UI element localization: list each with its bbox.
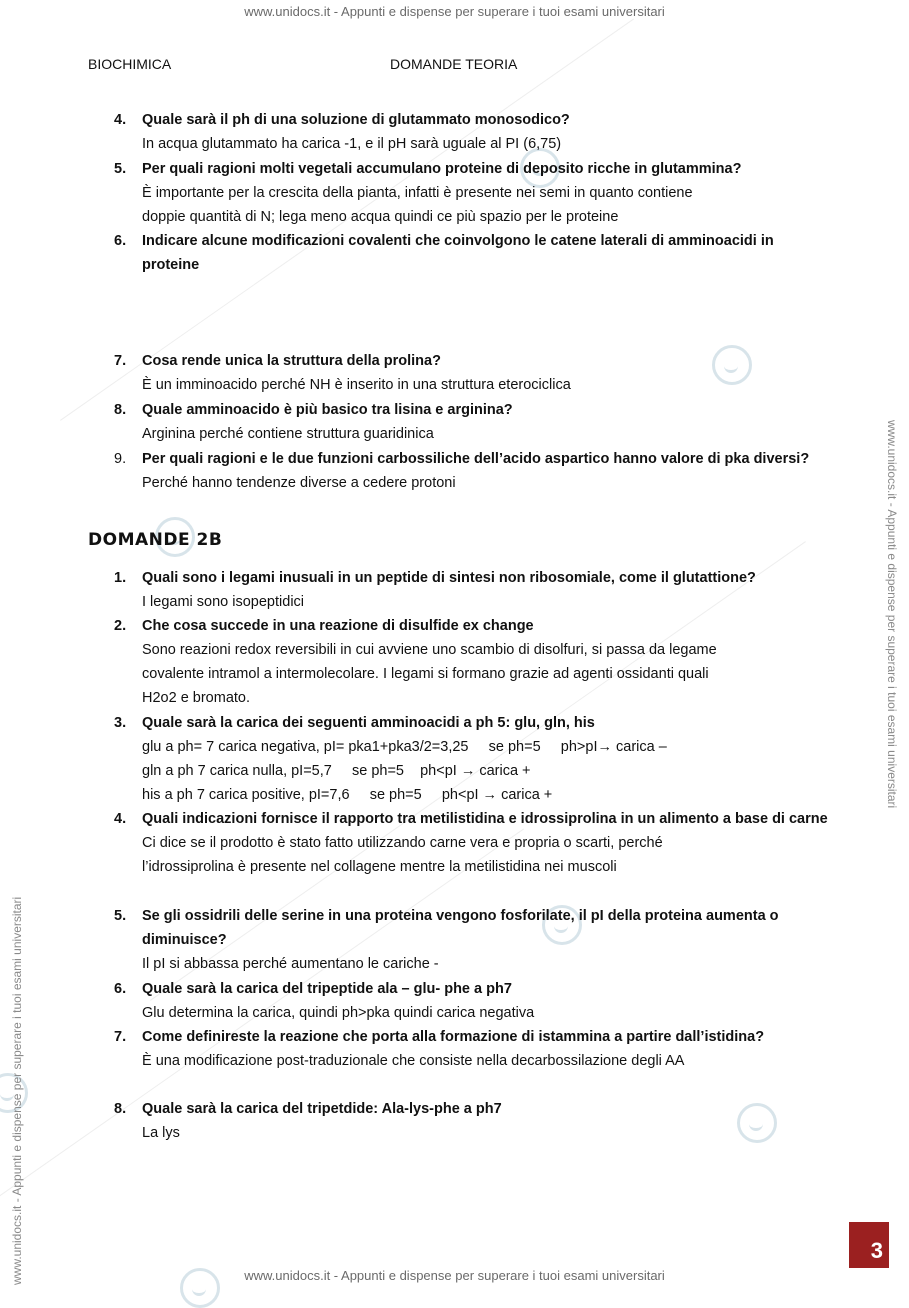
question-item	[114, 807, 829, 879]
question-item	[114, 447, 829, 495]
question-item	[114, 398, 829, 446]
question-item	[114, 1097, 829, 1145]
answer-line: l’idrossiprolina è presente nel collagene mentre la metilistidina nei muscoli	[142, 859, 617, 875]
question-text: Quale sarà la carica dei seguenti amminoacidi a ph 5: glu, gln, his	[142, 715, 595, 731]
answer-line: I legami sono isopeptidici	[142, 594, 305, 610]
question-number: 6.	[114, 233, 127, 249]
answer-line: Perché hanno tendenze diverse a cedere protoni	[142, 475, 456, 491]
question-text: Cosa rende unica la struttura della prolina?	[142, 353, 441, 369]
question-item	[114, 711, 829, 807]
answer-line: doppie quantità di N; lega meno acqua quindi ce più spazio per le proteine	[142, 209, 619, 225]
answer-line: H2o2 e bromato.	[142, 690, 251, 706]
question-text: Quale sarà la carica del tripeptide ala – glu- phe a ph7	[142, 981, 512, 997]
question-number: 5.	[114, 161, 127, 177]
answer-line: Sono reazioni redox reversibili in cui avviene uno scambio di disolfuri, si passa da legame	[142, 642, 717, 658]
question-text: Quale amminoacido è più basico tra lisina e arginina?	[142, 402, 513, 418]
question-number: 4.	[114, 112, 127, 128]
question-number: 3.	[114, 715, 127, 731]
question-number: 4.	[114, 811, 127, 827]
question-item	[114, 977, 829, 1025]
question-number: 9.	[114, 451, 127, 467]
answer-line: Ci dice se il prodotto è stato fatto utilizzando carne vera e propria o scarti, perché	[142, 835, 663, 851]
section-heading: DOMANDE 2B	[88, 530, 223, 550]
question-text: Che cosa succede in una reazione di disulfide ex change	[142, 618, 534, 634]
answer-line: Arginina perché contiene struttura guaridinica	[142, 426, 434, 442]
question-item	[114, 904, 829, 976]
question-text: Come definireste la reazione che porta alla formazione di istammina a partire dall’istidina?	[142, 1029, 765, 1045]
answer-line: È importante per la crescita della pianta, infatti è presente nei semi in quanto contiene	[142, 185, 693, 201]
watermark-right: www.unidocs.it - Appunti e dispense per superare i tuoi esami universitari	[885, 420, 899, 809]
answer-line: gln a ph 7 carica nulla, pI=5,7 se ph=5 ph<pI → carica +	[142, 763, 531, 779]
question-item	[114, 349, 829, 397]
answer-line: glu a ph= 7 carica negativa, pI= pka1+pka3/2=3,25 se ph=5 ph>pI→ carica –	[142, 739, 667, 755]
watermark-top: www.unidocs.it - Appunti e dispense per superare i tuoi esami universitari	[244, 4, 665, 19]
answer-line: È una modificazione post-traduzionale che consiste nella decarbossilazione degli AA	[142, 1053, 685, 1069]
question-text: Se gli ossidrili delle serine in una proteina vengono fosforilate, il pI della proteina aumenta o diminuisce?	[142, 908, 779, 948]
question-text: Indicare alcune modificazioni covalenti che coinvolgono le catene laterali di amminoacidi in proteine	[142, 233, 774, 273]
answer-line: his a ph 7 carica positive, pI=7,6 se ph=5 ph<pI → carica +	[142, 787, 553, 803]
question-number: 8.	[114, 402, 127, 418]
question-item	[114, 1025, 829, 1073]
watermark-left: www.unidocs.it - Appunti e dispense per superare i tuoi esami universitari	[10, 896, 24, 1285]
answer-line: Glu determina la carica, quindi ph>pka quindi carica negativa	[142, 1005, 535, 1021]
question-number: 8.	[114, 1101, 127, 1117]
answer-line: La lys	[142, 1125, 180, 1141]
question-text: Per quali ragioni molti vegetali accumulano proteine di deposito ricche in glutammina?	[142, 161, 742, 177]
question-item	[114, 108, 829, 156]
question-item	[114, 614, 829, 710]
watermark-bottom: www.unidocs.it - Appunti e dispense per superare i tuoi esami universitari	[244, 1268, 665, 1283]
header-subject: BIOCHIMICA	[88, 56, 172, 72]
header-title: DOMANDE TEORIA	[390, 56, 518, 72]
question-number: 1.	[114, 570, 127, 586]
question-text: Quali indicazioni fornisce il rapporto tra metilistidina e idrossiprolina in un alimento a base di carne	[142, 811, 828, 827]
question-number: 5.	[114, 908, 127, 924]
answer-line: In acqua glutammato ha carica -1, e il pH sarà uguale al PI (6,75)	[142, 136, 562, 152]
question-number: 2.	[114, 618, 127, 634]
page-number-badge: 3	[849, 1222, 889, 1268]
question-text: Per quali ragioni e le due funzioni carbossiliche dell’acido aspartico hanno valore di pka diversi?	[142, 451, 810, 467]
answer-line: covalente intramol a intermolecolare. I legami si formano grazie ad agenti ossidanti quali	[142, 666, 709, 682]
question-text: Quali sono i legami inusuali in un peptide di sintesi non ribosomiale, come il glutattione?	[142, 570, 756, 586]
question-number: 6.	[114, 981, 127, 997]
question-item	[114, 157, 829, 229]
question-text: Quale sarà la carica del tripetdide: Ala-lys-phe a ph7	[142, 1101, 502, 1117]
question-number: 7.	[114, 353, 127, 369]
question-text: Quale sarà il ph di una soluzione di glutammato monosodico?	[142, 112, 570, 128]
question-item	[114, 229, 829, 277]
question-item	[114, 566, 829, 614]
answer-line: Il pI si abbassa perché aumentano le cariche -	[142, 956, 439, 972]
question-number: 7.	[114, 1029, 127, 1045]
answer-line: È un imminoacido perché NH è inserito in una struttura eterociclica	[142, 377, 571, 393]
